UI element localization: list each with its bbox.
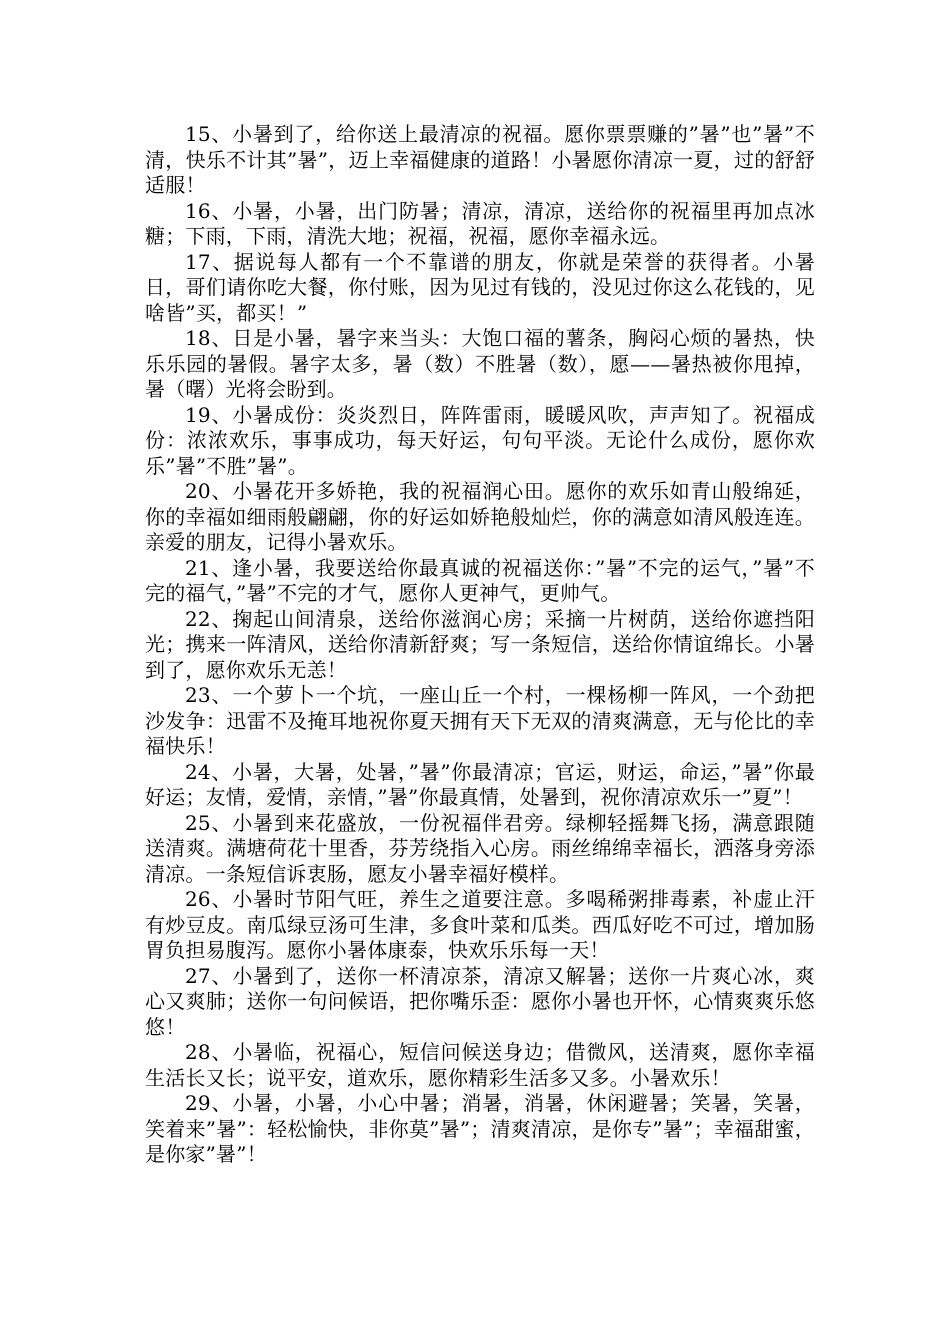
paragraph-24: 24、小暑，大暑，处暑，”暑”你最清凉；官运，财运，命运，”暑”你最好运；友情，爱情，亲情，”暑”你最真情，处暑到，祝你清凉欢乐一”夏”！ xyxy=(145,759,815,809)
paragraph-26: 26、小暑时节阳气旺，养生之道要注意。多喝稀粥排毒素，补虚止汗有炒豆皮。南瓜绿豆汤可生津，多食叶菜和瓜类。西瓜好吃不可过，增加肠胃负担易腹泻。愿你小暑体康泰，快欢乐乐每一天！ xyxy=(145,887,815,962)
paragraph-27: 27、小暑到了，送你一杯清凉茶，清凉又解暑；送你一片爽心冰，爽心又爽肺；送你一句问候语，把你嘴乐歪：愿你小暑也开怀，心情爽爽乐悠悠！ xyxy=(145,963,815,1039)
paragraph-22: 22、掬起山间清泉，送给你滋润心房；采摘一片树荫，送给你遮挡阳光；携来一阵清风，送给你清新舒爽；写一条短信，送给你情谊绵长。小暑到了，愿你欢乐无恙！ xyxy=(145,606,815,682)
paragraph-29: 29、小暑，小暑，小心中暑；消暑，消暑，休闲避暑；笑暑，笑暑，笑着来”暑”：轻松愉快，非你莫”暑”；清爽清凉，是你专”暑”；幸福甜蜜，是你家”暑”！ xyxy=(145,1091,815,1166)
paragraph-23: 23、一个萝卜一个坑，一座山丘一个村，一棵杨柳一阵风，一个劲把沙发争：迅雷不及掩耳地祝你夏天拥有天下无双的清爽满意，无与伦比的幸福快乐！ xyxy=(145,683,815,758)
document-body xyxy=(145,122,815,1168)
paragraph-21: 21、逢小暑，我要送给你最真诚的祝福送你：”暑”不完的运气，”暑”不完的福气，”暑”不完的才气，愿你人更神气，更帅气。 xyxy=(145,555,815,605)
paragraph-25: 25、小暑到来花盛放，一份祝福伴君旁。绿柳轻摇舞飞扬，满意跟随送清爽。满塘荷花十里香，芬芳绕指入心房。雨丝绵绵幸福长，洒落身旁添清凉。一条短信诉衷肠，愿友小暑幸福好模样。 xyxy=(145,810,815,886)
paragraph-17: 17、据说每人都有一个不靠谱的朋友，你就是荣誉的获得者。小暑日，哥们请你吃大餐，你付账，因为见过有钱的，没见过你这么花钱的，见啥皆”买，都买！” xyxy=(145,249,815,325)
paragraph-15: 15、小暑到了，给你送上最清凉的祝福。愿你票票赚的”暑”也”暑”不清，快乐不计其”暑”，迈上幸福健康的道路！小暑愿你清凉一夏，过的舒舒适服！ xyxy=(145,122,815,197)
paragraph-19: 19、小暑成份：炎炎烈日，阵阵雷雨，暖暖风吹，声声知了。祝福成份：浓浓欢乐，事事成功，每天好运，句句平淡。无论什么成份，愿你欢乐”暑”不胜”暑”。 xyxy=(145,402,815,478)
paragraph-20: 20、小暑花开多娇艳，我的祝福润心田。愿你的欢乐如青山般绵延，你的幸福如细雨般翩翩，你的好运如娇艳般灿烂，你的满意如清风般连连。亲爱的朋友，记得小暑欢乐。 xyxy=(145,479,815,554)
paragraph-18: 18、日是小暑，暑字来当头：大饱口福的薯条，胸闷心烦的暑热，快乐乐园的暑假。暑字太多，暑（数）不胜暑（数），愿——暑热被你甩掉，暑（曙）光将会盼到。 xyxy=(145,326,815,401)
paragraph-16: 16、小暑，小暑，出门防暑；清凉，清凉，送给你的祝福里再加点冰糖；下雨，下雨，清洗大地；祝福，祝福，愿你幸福永远。 xyxy=(145,198,815,248)
paragraph-28: 28、小暑临，祝福心，短信问候送身边；借微风，送清爽，愿你幸福生活长又长；说平安，道欢乐，愿你精彩生活多又多。小暑欢乐！ xyxy=(145,1040,815,1090)
